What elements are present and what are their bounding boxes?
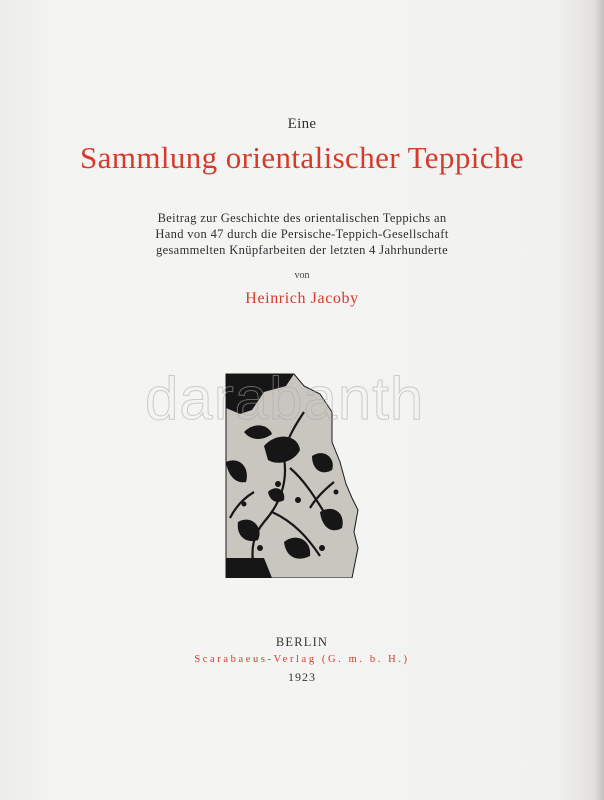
intro-word: Eine bbox=[287, 116, 317, 132]
publisher-name: Scarabaeus-Verlag (G. m. b. H.) bbox=[194, 654, 410, 665]
publication-year: 1923 bbox=[288, 670, 316, 684]
subtitle bbox=[0, 210, 604, 258]
by-word: von bbox=[294, 270, 310, 281]
subtitle-line: gesammelten Knüpfarbeiten der letzten 4 Jahrhunderte bbox=[155, 243, 449, 257]
carpet-fragment-image bbox=[224, 372, 360, 578]
subtitle-line: Beitrag zur Geschichte des orientalischen Teppichs an bbox=[157, 211, 447, 225]
publication-city: BERLIN bbox=[275, 635, 329, 649]
author-name: Heinrich Jacoby bbox=[245, 290, 359, 307]
subtitle-line: Hand von 47 durch die Persische-Teppich-Gesellschaft bbox=[155, 227, 449, 241]
book-title: Sammlung orientalischer Teppiche bbox=[80, 140, 524, 175]
